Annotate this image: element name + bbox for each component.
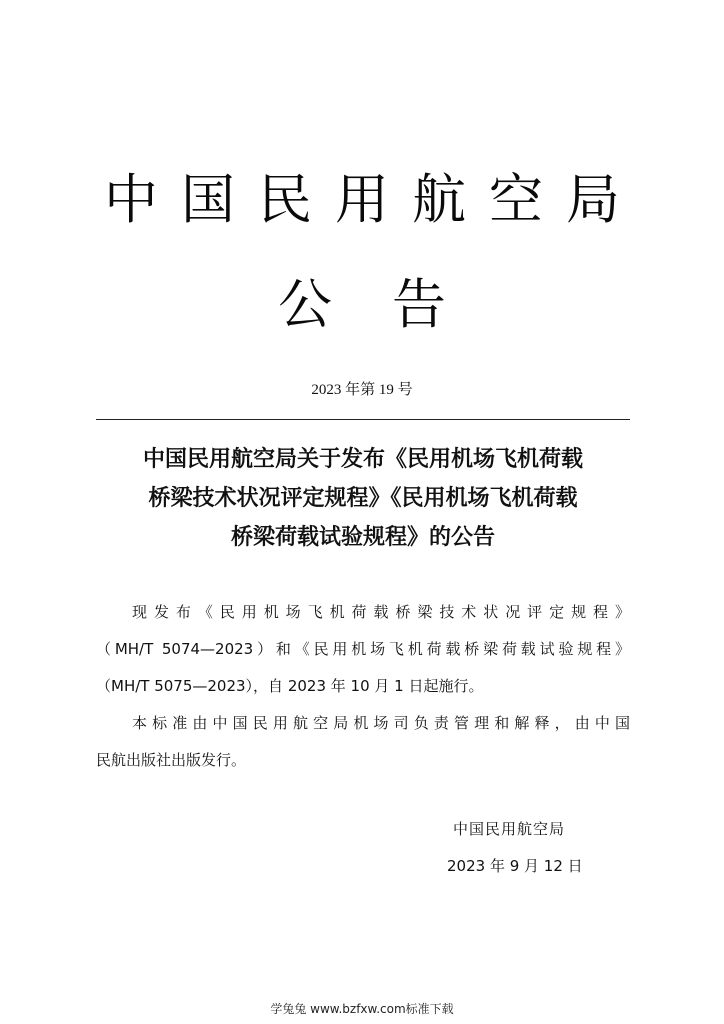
announcement-body (96, 594, 630, 779)
signature-organization: 中国民用航空局 (453, 820, 566, 838)
footer-watermark: 学兔兔 www.bzfxw.com标准下载 (270, 1002, 454, 1016)
paragraph-1-line-2: （MH/T 5074—2023）和《民用机场飞机荷载桥梁荷载试验规程》 (96, 640, 630, 658)
announcement-subject (96, 440, 630, 557)
paragraph-2 (96, 705, 630, 779)
header-divider (96, 419, 630, 420)
paragraph-2-line-2: 民航出版社出版发行。 (96, 751, 247, 769)
agency-title: 中国民用航空局 (104, 168, 643, 231)
signature-date: 2023 年 9 月 12 日 (447, 857, 583, 875)
paragraph-2-line-1: 本标准由中国民用航空局机场司负责管理和解释，由中国 (132, 714, 630, 732)
paragraph-1 (96, 594, 630, 705)
subject-line-3: 桥梁荷载试验规程》的公告 (230, 524, 495, 550)
subject-line-2: 桥梁技术状况评定规程》《民用机场飞机荷载 (148, 485, 578, 511)
document-number: 2023 年第 19 号 (311, 382, 413, 398)
notice-title: 公告 (278, 273, 506, 336)
subject-line-1: 中国民用航空局关于发布《民用机场飞机荷载 (142, 446, 583, 472)
paragraph-1-line-1: 现发布《民用机场飞机荷载桥梁技术状况评定规程》 (132, 603, 630, 621)
paragraph-1-line-3: （MH/T 5075—2023），自 2023 年 10 月 1 日起施行。 (96, 677, 484, 695)
